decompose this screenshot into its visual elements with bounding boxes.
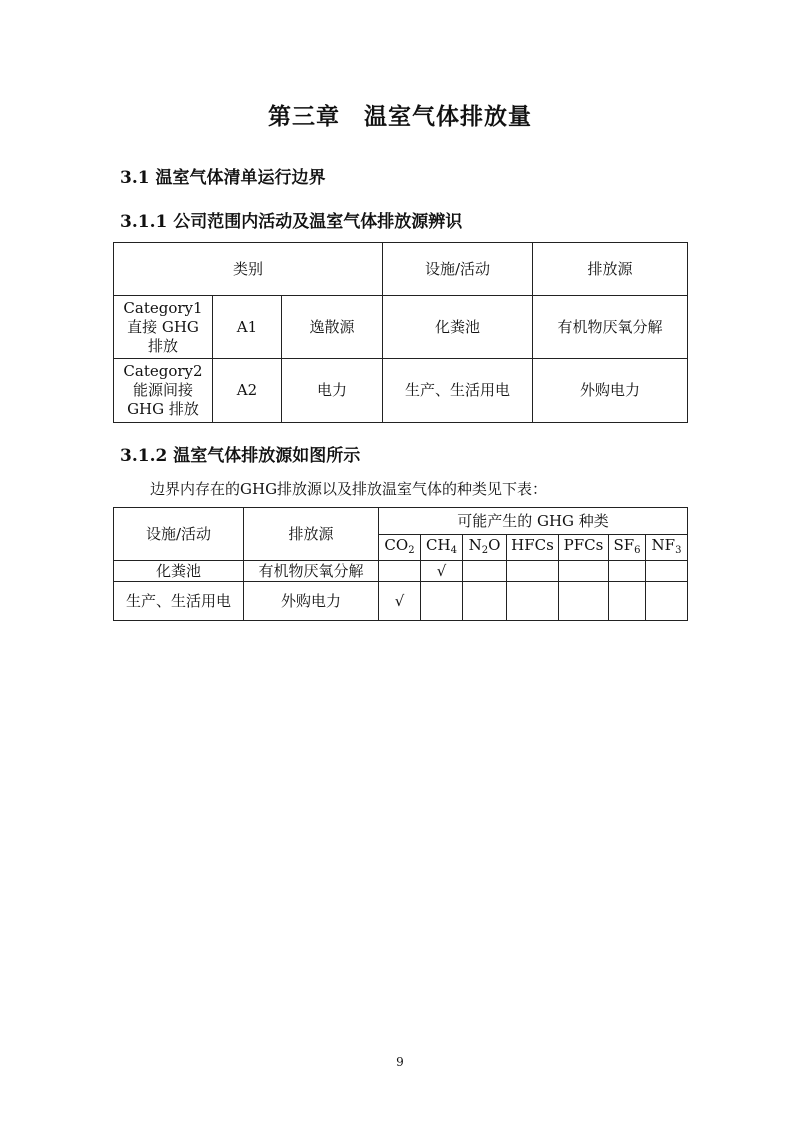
gas-mark-cell: √ (421, 561, 463, 582)
code-cell: A2 (213, 359, 282, 423)
gas-header-n2o: $N_2O$ (463, 535, 507, 561)
chapter-title: 第三章 温室气体排放量 (268, 103, 532, 130)
gas-header-hfcs: HFCs (507, 535, 559, 561)
facility-cell: 生产、生活用电 (383, 359, 533, 423)
gas-mark-cell (646, 582, 688, 621)
gas-mark-cell (379, 561, 421, 582)
category-cell: Category1 直接 GHG 排放 (114, 296, 213, 359)
emission-source-identification-table (113, 242, 688, 423)
facility-cell: 化粪池 (383, 296, 533, 359)
gas-header-nf3: $NF_3$ (646, 535, 688, 561)
category-cell: Category2 能源间接 GHG 排放 (114, 359, 213, 423)
gas-mark-cell (421, 582, 463, 621)
gas-header-sf6: $SF_6$ (609, 535, 646, 561)
page-number: 9 (396, 1055, 404, 1069)
table-row (114, 561, 688, 582)
gas-mark-cell (463, 582, 507, 621)
section-heading-3-1-2: 3.1.2 温室气体排放源如图所示 (120, 446, 361, 466)
type-cell: 电力 (282, 359, 383, 423)
gas-mark-cell (646, 561, 688, 582)
source-cell: 外购电力 (244, 582, 379, 621)
section-heading-3-1: 3.1 温室气体清单运行边界 (120, 168, 326, 188)
source-cell: 有机物厌氧分解 (533, 296, 688, 359)
section-heading-3-1-1: 3.1.1 公司范围内活动及温室气体排放源辨识 (120, 212, 463, 232)
gas-mark-cell (559, 582, 609, 621)
header-category: 类别 (114, 243, 383, 296)
header-source: 排放源 (533, 243, 688, 296)
table-row (114, 359, 688, 423)
table-row (114, 296, 688, 359)
gas-mark-cell (507, 561, 559, 582)
header-facility: 设施/活动 (383, 243, 533, 296)
gas-mark-cell (609, 561, 646, 582)
gas-mark-cell (463, 561, 507, 582)
gas-header-co2: $CO_2$ (379, 535, 421, 561)
gas-mark-cell (559, 561, 609, 582)
header-source: 排放源 (244, 508, 379, 561)
header-facility: 设施/活动 (114, 508, 244, 561)
facility-cell: 化粪池 (114, 561, 244, 582)
facility-cell: 生产、生活用电 (114, 582, 244, 621)
gas-mark-cell (609, 582, 646, 621)
gas-header-pfcs: PFCs (559, 535, 609, 561)
type-cell: 逸散源 (282, 296, 383, 359)
ghg-types-table (113, 507, 688, 621)
header-ghg-types: 可能产生的 GHG 种类 (379, 508, 688, 535)
table-row (114, 582, 688, 621)
code-cell: A1 (213, 296, 282, 359)
source-cell: 外购电力 (533, 359, 688, 423)
gas-mark-cell: √ (379, 582, 421, 621)
intro-paragraph: 边界内存在的GHG排放源以及排放温室气体的种类见下表： (150, 480, 548, 498)
source-cell: 有机物厌氧分解 (244, 561, 379, 582)
gas-mark-cell (507, 582, 559, 621)
gas-header-ch4: $CH_4$ (421, 535, 463, 561)
